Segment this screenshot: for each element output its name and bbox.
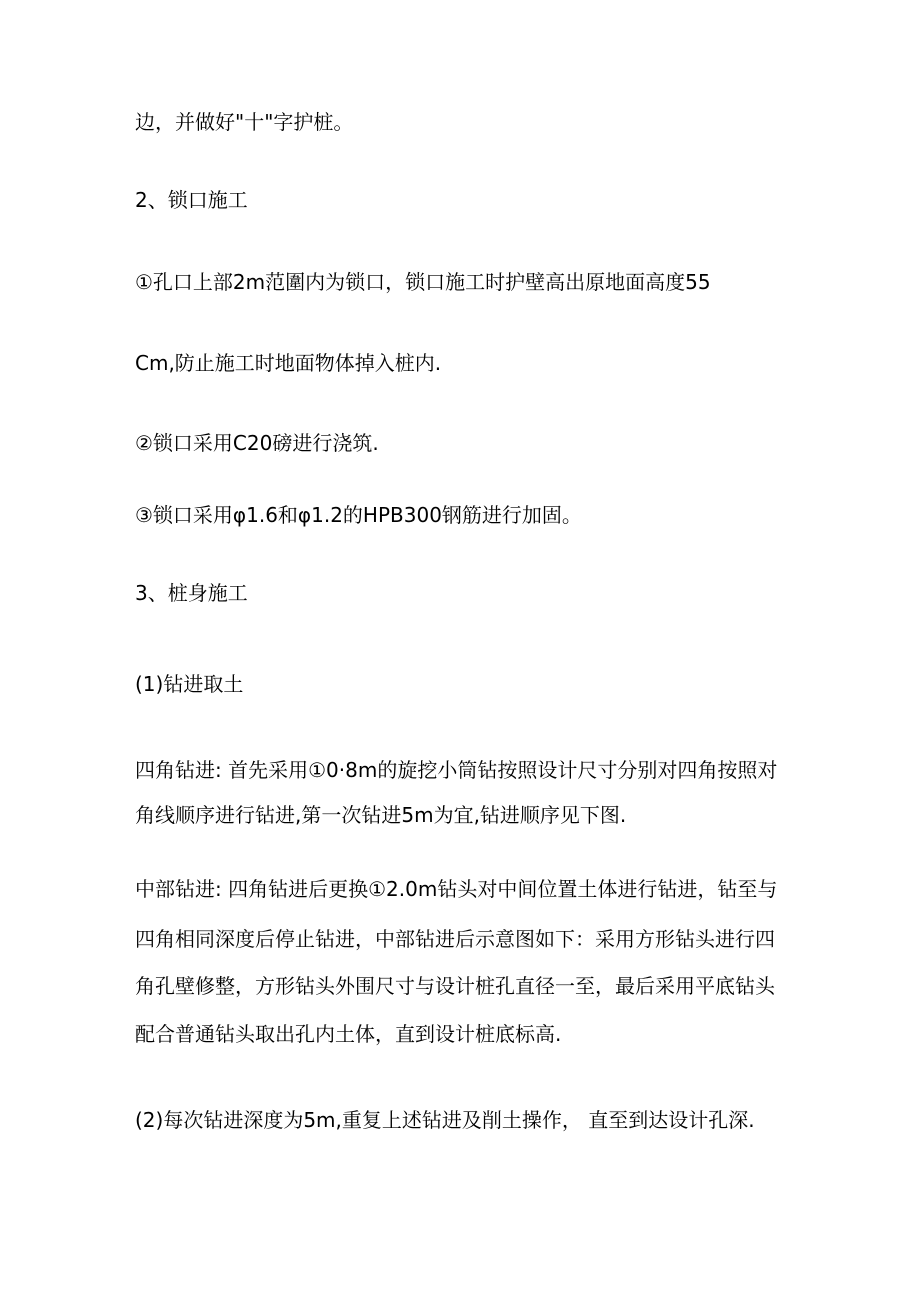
- text-line-13: 角孔壁修整，方形钻头外围尺寸与设计桩孔直径一至，最后采用平底钻头: [135, 974, 775, 998]
- text-line-5: ②锁口采用C20磅进行浇筑.: [135, 431, 379, 455]
- section-heading-3: 3、桩身施工: [135, 581, 248, 605]
- text-line-10: 角线顺序进行钻进,第一次钻进5m为宜,钻进顺序见下图.: [135, 803, 627, 827]
- text-line-1: 边，并做好"十"字护桩。: [135, 110, 354, 134]
- text-line-9: 四角钻进: 首先采用①0·8m的旋挖小筒钻按照设计尺寸分别对四角按照对: [135, 758, 778, 782]
- text-line-3: ①孔口上部2m范圍内为锁口，锁口施工时护壁高出原地面高度55: [135, 270, 711, 294]
- text-line-11: 中部钻进: 四角钻进后更换①2.0m钻头对中间位置土体进行钻进，钻至与: [135, 877, 778, 901]
- section-heading-2: 2、锁口施工: [135, 188, 248, 212]
- subheading-drilling: (1)钻进取土: [135, 672, 244, 696]
- text-line-12: 四角相同深度后停止钻进，中部钻进后示意图如下：采用方形钻头进行四: [135, 927, 775, 951]
- text-line-15: (2)每次钻进深度为5m,重复上述钻进及削土操作， 直至到达设计孔深.: [135, 1108, 755, 1132]
- text-line-14: 配合普通钻头取出孔内土体，直到设计桩底标高.: [135, 1022, 562, 1046]
- text-line-6: ③锁口采用φ1.6和φ1.2的HPB300钢筋进行加固。: [135, 503, 582, 527]
- text-line-4: Cm,防止施工时地面物体掉入桩内.: [135, 351, 442, 375]
